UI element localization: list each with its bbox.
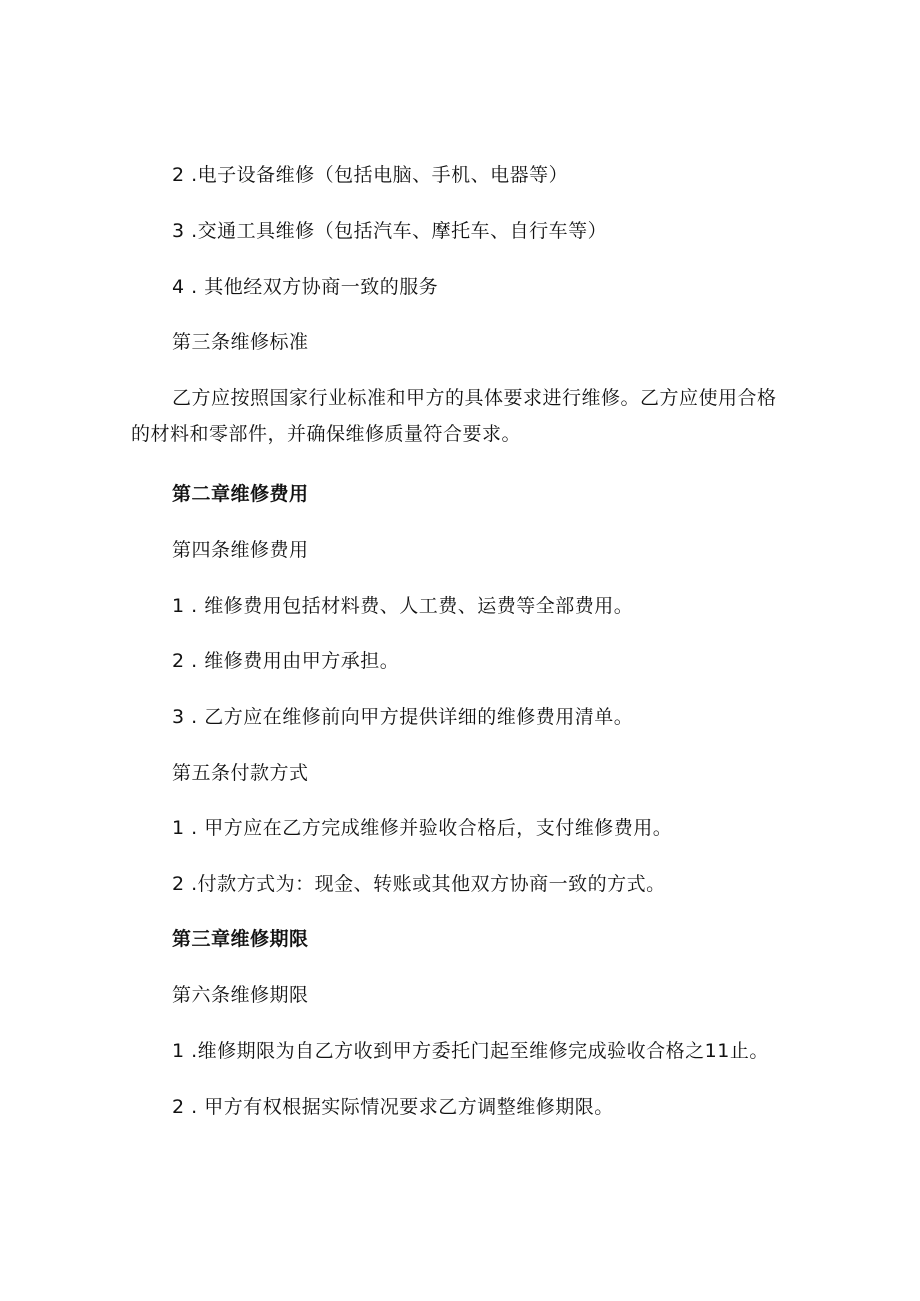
- list-item: 2 .电子设备维修（包括电脑、手机、电器等）: [172, 164, 569, 186]
- article-title: 第三条维修标准: [172, 331, 309, 353]
- list-item: 2 .付款方式为：现金、转账或其他双方协商一致的方式。: [172, 873, 666, 895]
- list-item: 2 . 甲方有权根据实际情况要求乙方调整维修期限。: [172, 1096, 614, 1118]
- chapter-heading: 第二章维修费用: [172, 483, 309, 505]
- list-item: 2 . 维修费用由甲方承担。: [172, 650, 400, 672]
- list-item: 1 .维修期限为自乙方收到甲方委托门起至维修完成验收合格之11止。: [172, 1040, 769, 1062]
- article-title: 第五条付款方式: [172, 762, 309, 784]
- list-item: 1 . 甲方应在乙方完成维修并验收合格后，支付维修费用。: [172, 817, 673, 839]
- list-item: 1 . 维修费用包括材料费、人工费、运费等全部费用。: [172, 595, 634, 617]
- article-title: 第四条维修费用: [172, 539, 309, 561]
- list-item: 4 . 其他经双方协商一致的服务: [172, 276, 439, 298]
- list-item: 3 .交通工具维修（包括汽车、摩托车、自行车等）: [172, 220, 608, 242]
- list-item: 3 . 乙方应在维修前向甲方提供详细的维修费用清单。: [172, 706, 634, 728]
- article-title: 第六条维修期限: [172, 984, 309, 1006]
- chapter-heading: 第三章维修期限: [172, 928, 309, 950]
- article-paragraph: 乙方应按照国家行业标准和甲方的具体要求进行维修。乙方应使用合格的材料和零部件，并确保维修质量符合要求。: [131, 387, 777, 445]
